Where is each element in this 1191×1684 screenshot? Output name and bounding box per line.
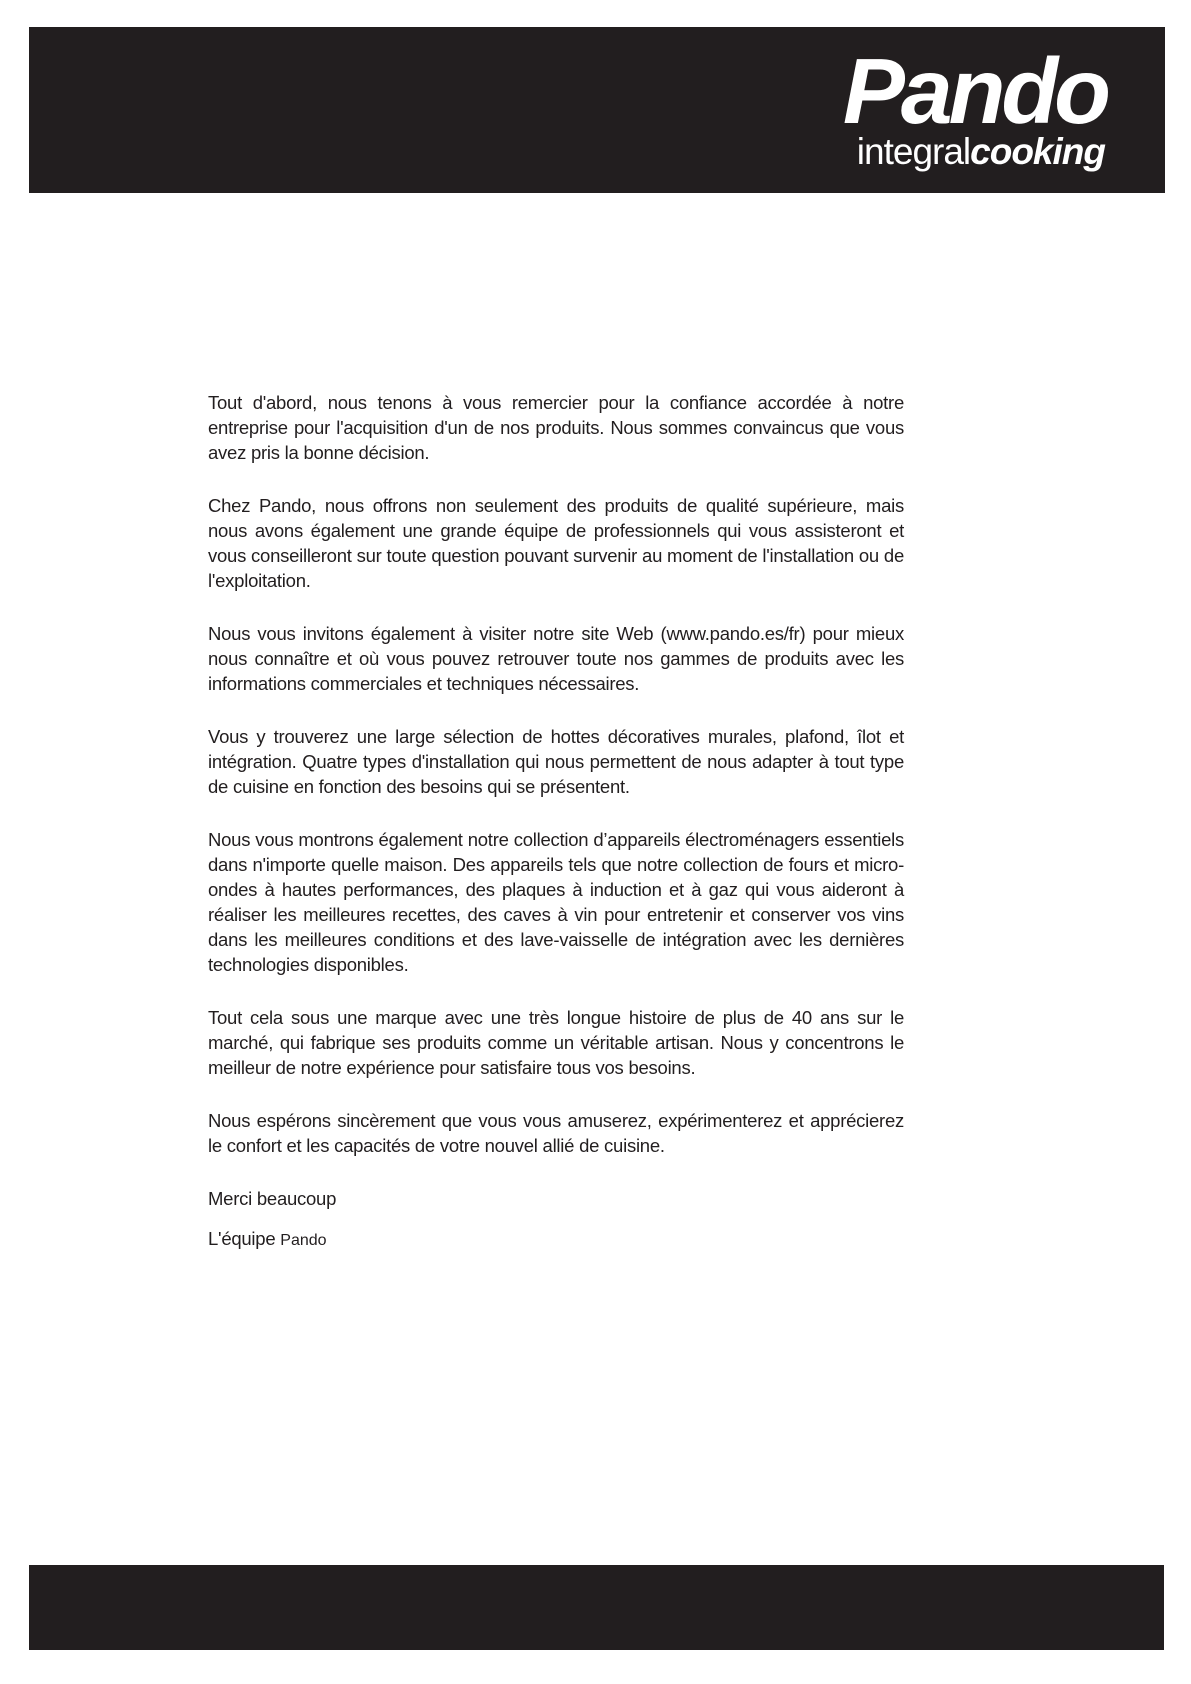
logo-subtitle xyxy=(843,131,1107,173)
letter-body xyxy=(208,390,904,1281)
letter-paragraph-1: Tout d'abord, nous tenons à vous remercier pour la confiance accordée à notre entreprise pour l'acquisition d'un de nos produits. Nous sommes convaincus que vous avez pris la bonne décision. xyxy=(208,392,904,463)
letter-paragraph-4: Vous y trouverez une large sélection de hottes décoratives murales, plafond, îlot et intégration. Quatre types d'installation qui nous permettent de nous adapter à tout type de cuisine en fonction des besoins qui se présentent. xyxy=(208,726,904,797)
letter-paragraph-7: Nous espérons sincèrement que vous vous amuserez, expérimenterez et apprécierez le confort et les capacités de votre nouvel allié de cuisine. xyxy=(208,1110,904,1156)
logo-subtitle-cooking: cooking xyxy=(970,131,1105,173)
logo-brand-text: Pando xyxy=(842,39,1107,143)
letter-paragraph-2: Chez Pando, nous offrons non seulement des produits de qualité supérieure, mais nous avons également une grande équipe de professionnels qui vous assisteront et vous conseilleront sur toute question pouvant survenir au moment de l'installation ou de l'exploitation. xyxy=(208,495,904,591)
pando-logo xyxy=(842,39,1107,173)
letter-paragraph-3: Nous vous invitons également à visiter notre site Web (www.pando.es/fr) pour mieux nous connaître et où vous pouvez retrouver toute nos gammes de produits avec les informations commerciales et techniques nécessaires. xyxy=(208,623,904,694)
closing-line: Merci beaucoup xyxy=(208,1188,337,1209)
signature-line xyxy=(208,1226,904,1253)
signature-brand: Pando xyxy=(280,1232,327,1249)
signature-team: L'équipe xyxy=(208,1228,276,1249)
letter-paragraph-5: Nous vous montrons également notre collection d’appareils électroménagers essentiels dans n'importe quelle maison. Des appareils tels que notre collection de fours et micro-ondes à hautes performances, des plaques à induction et à gaz qui vous aideront à réaliser les meilleures recettes, des caves à vin pour entretenir et conserver vos vins dans les meilleures conditions et des lave-vaisselle de intégration avec les dernières technologies disponibles. xyxy=(208,829,904,975)
footer-bar xyxy=(29,1565,1164,1650)
letter-paragraph-6: Tout cela sous une marque avec une très longue histoire de plus de 40 ans sur le marché, qui fabrique ses produits comme un véritable artisan. Nous y concentrons le meilleur de notre expérience pour satisfaire tous vos besoins. xyxy=(208,1007,904,1078)
logo-subtitle-integral: integral xyxy=(856,131,971,173)
header-bar xyxy=(29,27,1165,193)
